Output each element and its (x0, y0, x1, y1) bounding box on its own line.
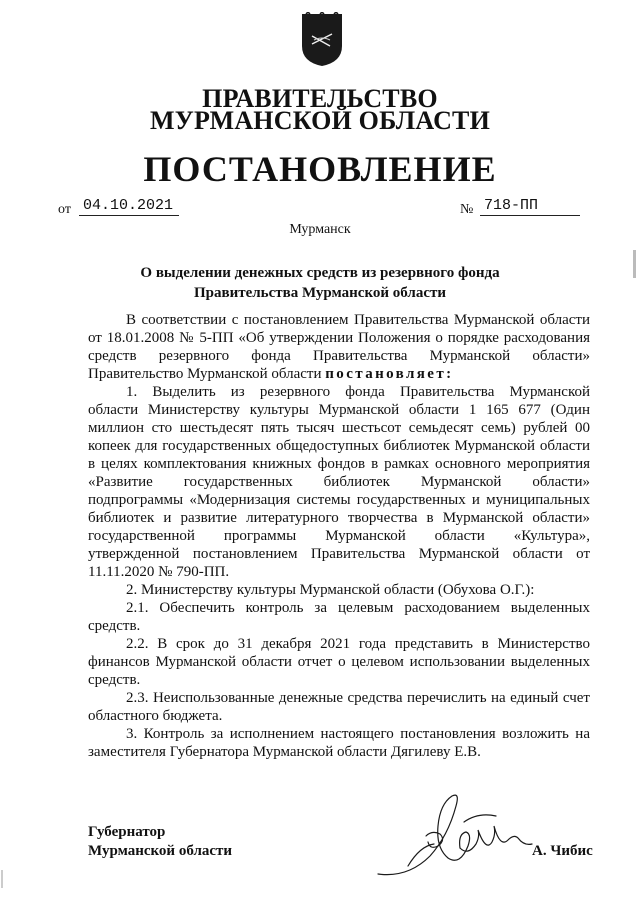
body-line: В соответствии с постановлением Правительства Мурманской области (126, 312, 590, 328)
signer-name: А. Чибис (532, 843, 593, 859)
signer-position-line2: Мурманской области (88, 843, 233, 859)
body-line: утвержденной постановлением Правительства Мурманской области от (88, 546, 590, 562)
body-line: копеек для государственных общедоступных библиотек Мурманской области (88, 438, 590, 454)
government-name-line2: МУРМАНСКОЙ ОБЛАСТИ (149, 106, 491, 135)
body-line: средств резервного фонда Правительства Мурманской области» (88, 348, 590, 364)
city: Мурманск (289, 222, 351, 237)
body-line: «Развитие государственных библиотек Мурманской области» (88, 474, 590, 490)
body-line: средств. (88, 672, 141, 688)
document-title: ПОСТАНОВЛЕНИЕ (143, 149, 497, 189)
subject-line1: О выделении денежных средств из резервного фонда (140, 265, 500, 281)
body-line: 1. Выделить из резервного фонда Правительства Мурманской (126, 384, 590, 400)
body-line: библиотек и развитие литературного творчества в Мурманской области» (88, 510, 590, 526)
body-line (88, 365, 590, 383)
scan-edge-mark (1, 870, 3, 888)
body-line: средств. (88, 618, 141, 634)
document-date: 04.10.2021 (79, 197, 179, 216)
document-number: 718-ПП (480, 197, 580, 216)
body-line: 2.1. Обеспечить контроль за целевым расходованием выделенных (126, 600, 590, 616)
date-prefix: от (58, 202, 71, 217)
signer-position-line1: Губернатор (88, 824, 166, 840)
body-line: заместителя Губернатора Мурманской области Дягилеву Е.В. (88, 744, 481, 760)
body-line: 2.3. Неиспользованные денежные средства перечислить на единый счет (126, 690, 590, 706)
number-prefix: № (460, 202, 474, 217)
body-line: областного бюджета. (88, 708, 223, 724)
body-line: 2. Министерству культуры Мурманской области (Обухова О.Г.): (126, 582, 535, 598)
decree-keyword: постановляет: (325, 366, 454, 382)
body-line: области Министерству культуры Мурманской области 1 165 677 (Один (88, 402, 590, 418)
body-line: 11.11.2020 № 790-ПП. (88, 564, 230, 580)
coat-of-arms-icon (300, 12, 344, 68)
body-line: 3. Контроль за исполнением настоящего постановления возложить на (126, 726, 590, 742)
body-line: в целях комплектования книжных фондов в рамках основного мероприятия (88, 456, 590, 472)
body-line: миллион сто шестьдесят пять тысяч шестьсот семьдесят семь) рублей 00 (88, 420, 590, 436)
government-name-line1: ПРАВИТЕЛЬСТВО (202, 84, 438, 113)
body-text: Правительство Мурманской области (88, 366, 322, 382)
body-line: финансов Мурманской области отчет о целевом использовании выделенных (88, 654, 590, 670)
body-line: от 18.01.2008 № 5-ПП «Об утверждении Положения о порядке расходования (88, 330, 590, 346)
body-line: государственной программы Мурманской области «Культура», (88, 528, 590, 544)
body-line: 2.2. В срок до 31 декабря 2021 года представить в Министерство (126, 636, 590, 652)
body-line: подпрограммы «Модернизация системы государственных и муниципальных (88, 492, 590, 508)
scan-edge-mark (633, 250, 636, 278)
subject-line2: Правительства Мурманской области (193, 285, 447, 301)
handwritten-signature-icon (368, 786, 538, 881)
